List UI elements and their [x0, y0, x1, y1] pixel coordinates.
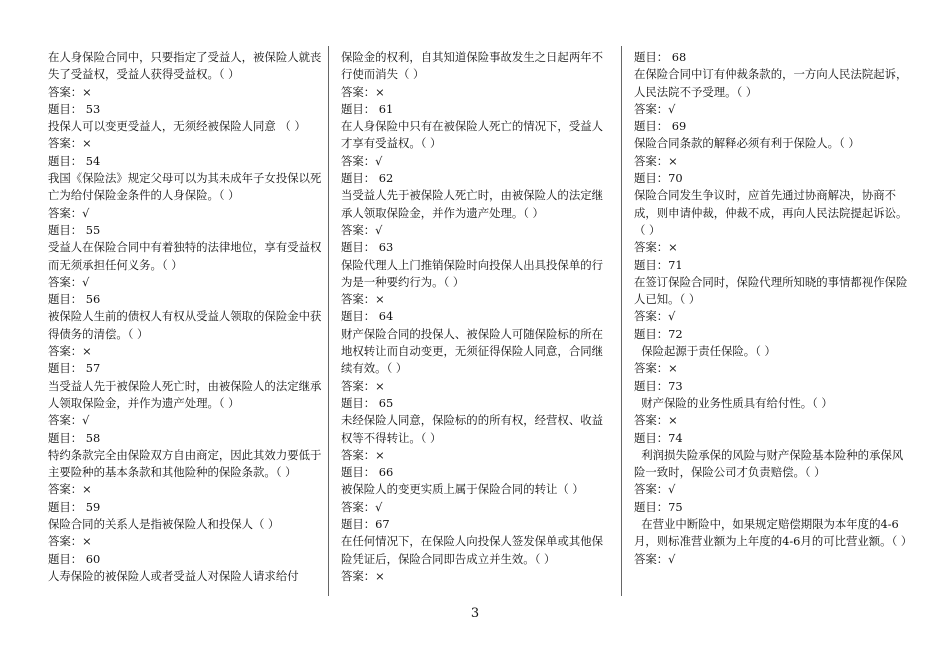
question-text: 保险合同条款的解释必须有利于保险人。（ ）: [634, 136, 860, 151]
answer-line: 答案：√: [341, 153, 383, 168]
question-number: 题目： 64: [341, 309, 394, 324]
column-middle: [341, 49, 613, 585]
question-text: 保险金的权利，自其知道保险事故发生之日起两年不行使而消失（ ）: [341, 50, 603, 82]
question-number: 题目： 60: [48, 551, 101, 566]
question-number: 题目：74: [634, 430, 683, 445]
column-divider: [328, 46, 329, 596]
question-text: 在人身保险中只有在被保险人死亡的情况下，受益人才享有受益权。（ ）: [341, 119, 603, 151]
answer-line: 答案：×: [634, 153, 678, 168]
answer-line: 答案：√: [634, 101, 676, 116]
question-text: 被保险人的变更实质上属于保险合同的转让（ ）: [341, 482, 584, 497]
question-number: 题目： 58: [48, 430, 101, 445]
question-text: 财产保险合同的投保人、被保险人可随保险标的所在地权转让而自动变更，无须征得保险人同意，合同继续有效。（ ）: [341, 326, 603, 376]
question-text: 受益人在保险合同中有着独特的法律地位，享有受益权而无须承担任何义务。（ ）: [48, 240, 322, 272]
question-text: 我国《保险法》规定父母可以为其未成年子女投保以死亡为给付保险金条件的人身保险。（ ）: [48, 171, 322, 203]
answer-line: 答案：√: [341, 499, 383, 514]
answer-line: 答案：×: [341, 378, 385, 393]
question-number: 题目：73: [634, 378, 683, 393]
question-text: 利润损失险承保的风险与财产保险基本险种的承保风险一致时，保险公司才负责赔偿。（ ）: [634, 447, 904, 480]
question-text: 投保人可以变更受益人，无须经被保险人同意 （ ）: [48, 119, 306, 134]
question-text: 保险合同发生争议时，应首先通过协商解决，协商不成，则申请仲裁，仲裁不成，再向人民法院提起诉讼。（ ）: [634, 188, 908, 237]
question-number: 题目： 56: [48, 292, 101, 307]
answer-line: 答案：√: [48, 274, 90, 289]
question-text: 未经保险人同意，保险标的的所有权，经营权、收益权等不得转让。（ ）: [341, 413, 603, 445]
question-text: 在保险合同中订有仲裁条款的，一方向人民法院起诉，人民法院不予受理。（ ）: [634, 67, 908, 99]
answer-line: 答案：×: [634, 413, 678, 428]
question-number: 题目： 61: [341, 101, 394, 116]
answer-line: 答案：×: [48, 84, 92, 99]
question-text: 财产保险的业务性质具有给付性。（ ）: [634, 395, 833, 410]
question-text: 在营业中断险中，如果规定赔偿期限为本年度的4-6月，则标准营业额为上年度的4-6月的可比营业额。（ ）: [634, 517, 913, 549]
answer-line: 答案：×: [634, 240, 678, 255]
question-text: 特约条款完全由保险双方自由商定，因此其效力要低于主要险种的基本条款和其他险种的保险条款。（ ）: [48, 447, 322, 480]
answer-line: 答案：√: [634, 482, 676, 497]
question-number: 题目： 65: [341, 395, 394, 410]
column-left: [48, 49, 322, 585]
question-number: 题目： 63: [341, 240, 394, 255]
question-text: 人寿保险的被保险人或者受益人对保险人请求给付: [48, 568, 299, 583]
question-number: 题目：71: [634, 257, 683, 272]
answer-line: 答案：×: [48, 136, 92, 151]
answer-line: 答案：×: [48, 482, 92, 497]
question-number: 题目： 55: [48, 222, 101, 237]
answer-line: 答案：×: [341, 568, 385, 583]
question-text: 当受益人先于被保险人死亡时，由被保险人的法定继承人领取保险金，并作为遗产处理。（ ）: [48, 378, 322, 410]
question-number: 题目： 68: [634, 50, 687, 64]
answer-line: 答案：√: [634, 309, 676, 324]
question-text: 保险代理人上门推销保险时向投保人出具投保单的行为是一种要约行为。（ ）: [341, 257, 603, 289]
page-number: 3: [470, 606, 480, 621]
question-text: 当受益人先于被保险人死亡时，由被保险人的法定继承人领取保险金，并作为遗产处理。（ ）: [341, 188, 603, 220]
question-text: 保险起源于责任保险。（ ）: [634, 344, 776, 359]
question-number: 题目： 59: [48, 499, 101, 514]
answer-line: 答案：×: [341, 292, 385, 307]
answer-line: 答案：×: [48, 344, 92, 359]
answer-line: 答案：×: [634, 361, 678, 376]
answer-line: 答案：√: [341, 222, 383, 237]
question-number: 题目：72: [634, 326, 683, 341]
column-right: [634, 49, 913, 568]
question-number: 题目： 62: [341, 171, 394, 186]
answer-line: 答案：×: [341, 84, 385, 99]
question-text: 保险合同的关系人是指被保险人和投保人（ ）: [48, 517, 280, 532]
question-text: 在签订保险合同时，保险代理所知晓的事情都视作保险人已知。（ ）: [634, 274, 908, 307]
answer-line: 答案：√: [48, 205, 90, 220]
column-divider: [621, 46, 622, 596]
question-text: 在任何情况下，在保险人向投保人签发保单或其他保险凭证后，保险合同即告成立并生效。（ ）: [341, 534, 603, 566]
question-number: 题目：70: [634, 171, 683, 186]
question-number: 题目： 69: [634, 119, 687, 134]
question-number: 题目：75: [634, 499, 683, 514]
answer-line: 答案：√: [634, 551, 676, 566]
question-number: 题目： 57: [48, 361, 101, 376]
question-text: 被保险人生前的债权人有权从受益人领取的保险金中获得债务的清偿。（ ）: [48, 309, 322, 341]
question-number: 题目： 54: [48, 153, 101, 168]
answer-line: 答案：×: [341, 447, 385, 462]
question-number: 题目：67: [341, 517, 390, 532]
question-number: 题目： 66: [341, 465, 394, 480]
answer-line: 答案：×: [48, 534, 92, 549]
question-number: 题目： 53: [48, 101, 101, 116]
answer-line: 答案：√: [48, 413, 90, 428]
question-text: 在人身保险合同中，只要指定了受益人，被保险人就丧失了受益权，受益人获得受益权。（ ）: [48, 50, 322, 82]
